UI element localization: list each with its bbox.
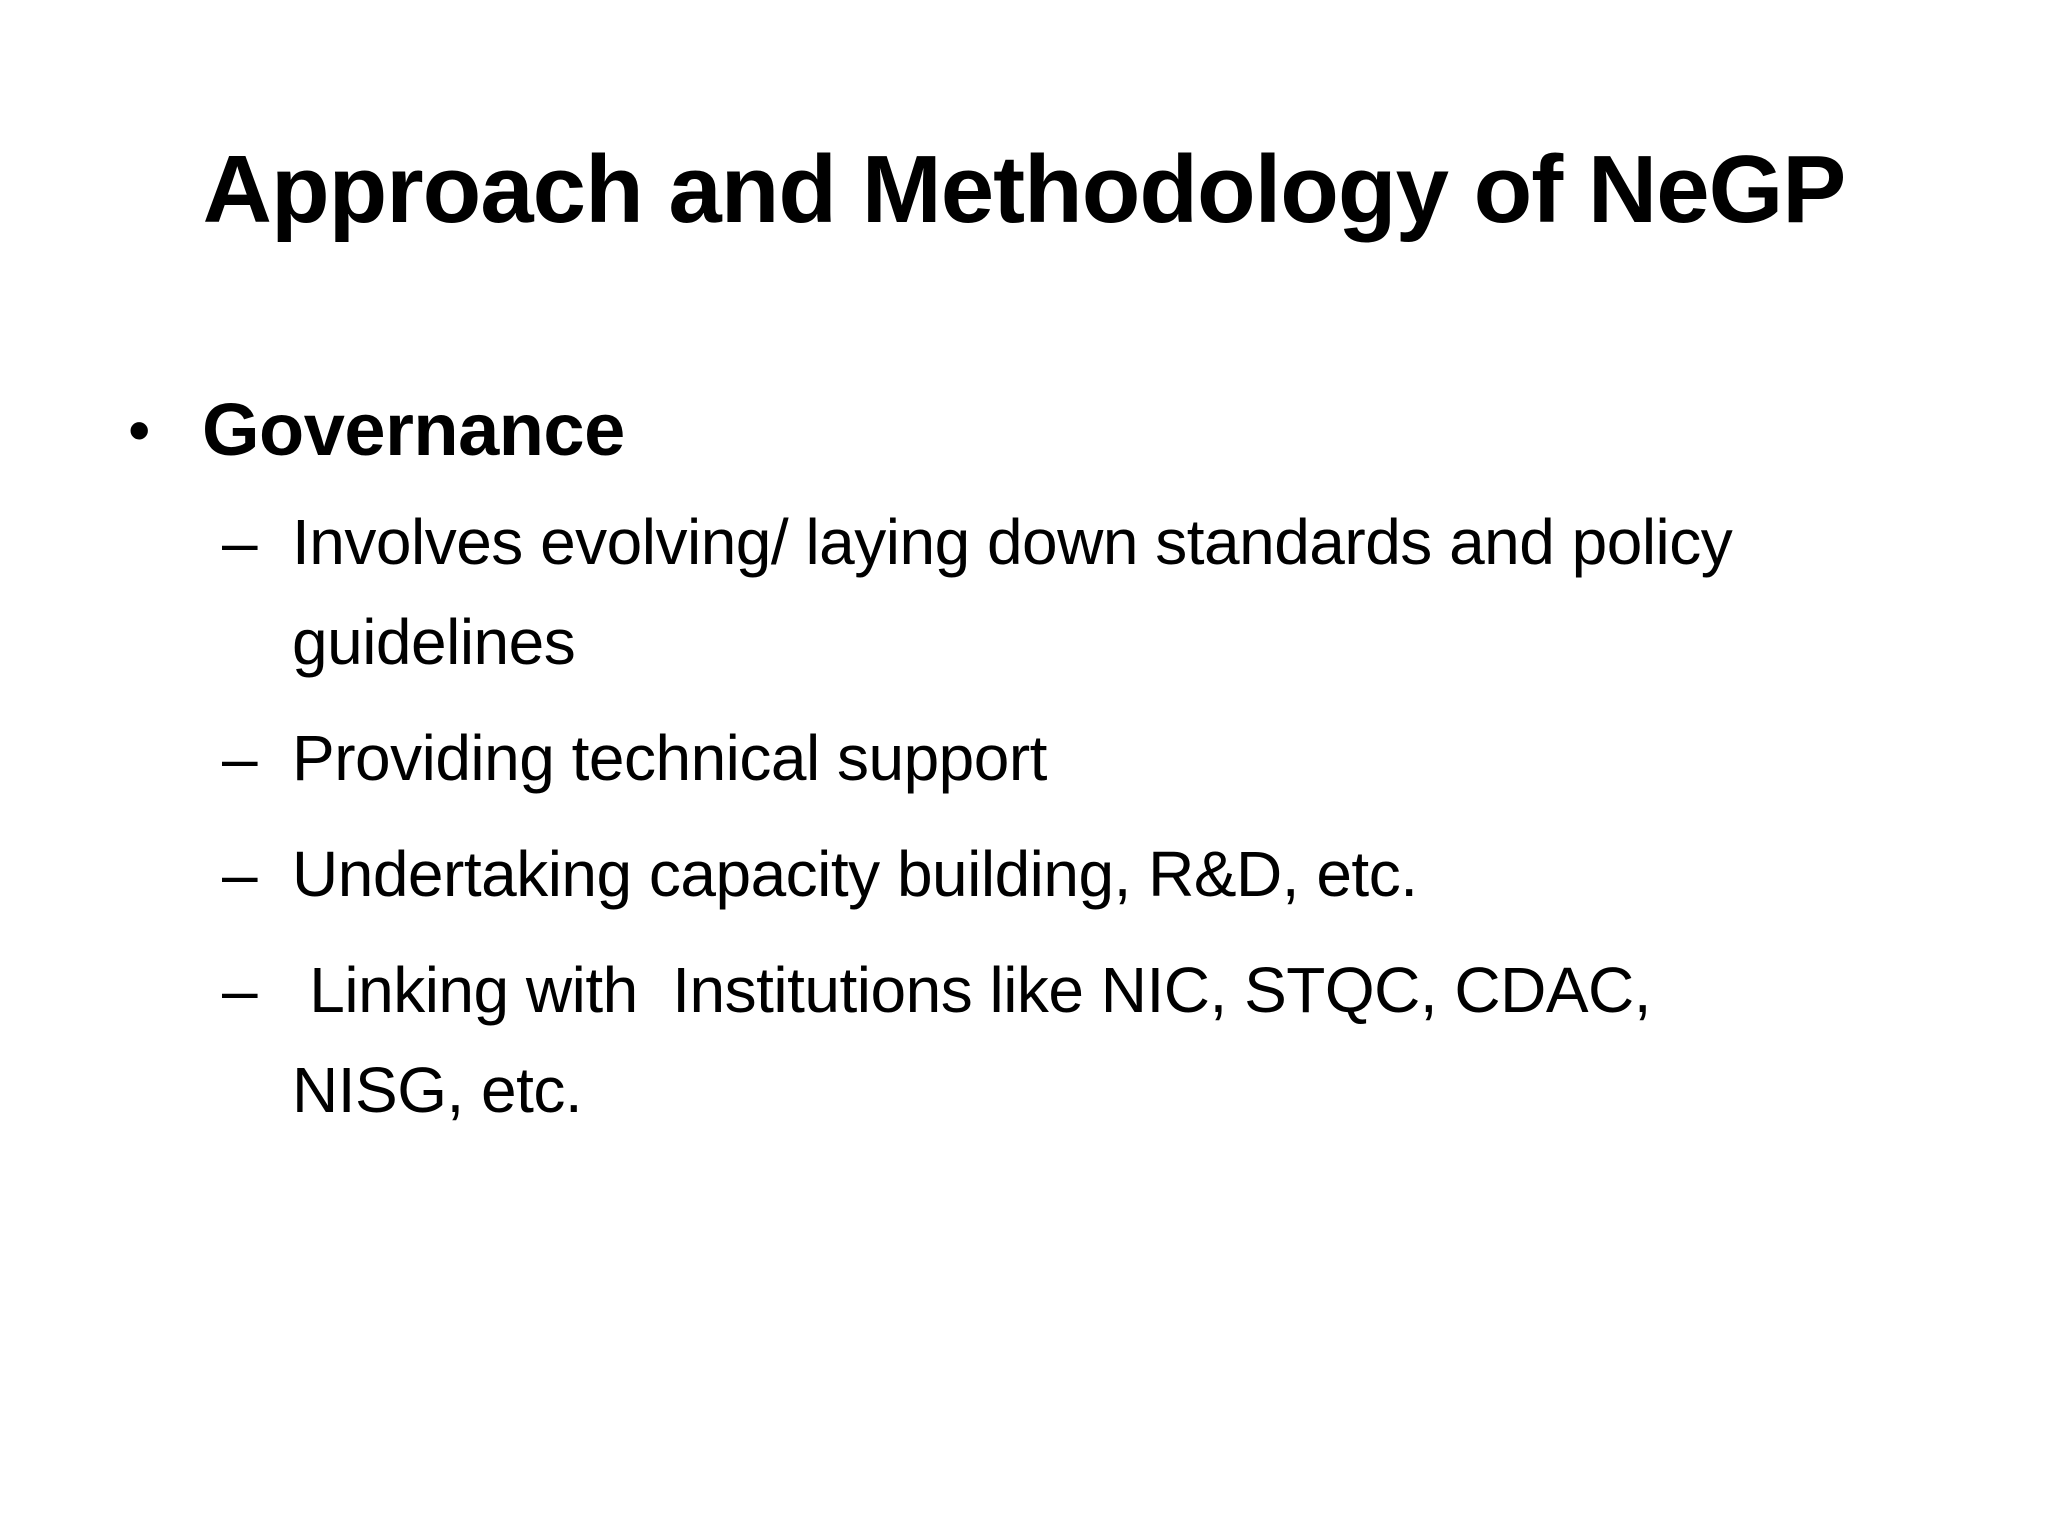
sub-bullet-item bbox=[222, 492, 1920, 692]
sub-bullet-item bbox=[222, 940, 1920, 1140]
dash-marker: – bbox=[222, 954, 258, 1026]
dash-marker: – bbox=[222, 722, 258, 794]
dash-marker: – bbox=[222, 506, 258, 578]
sub-bullet-list bbox=[222, 492, 1920, 1140]
sub-bullet-text: Linking with Institutions like NIC, STQC, CDAC, NISG, etc. bbox=[292, 954, 1669, 1126]
sub-bullet-item bbox=[222, 824, 1920, 924]
slide-title: Approach and Methodology of NeGP bbox=[202, 136, 1846, 243]
sub-bullet-item bbox=[222, 708, 1920, 808]
bullet-item-governance bbox=[120, 382, 1920, 478]
dash-marker: – bbox=[222, 838, 258, 910]
slide-content bbox=[120, 382, 1920, 1156]
sub-bullet-text: Providing technical support bbox=[292, 722, 1047, 794]
bullet-marker: • bbox=[128, 394, 151, 466]
sub-bullet-text: Involves evolving/ laying down standards and policy guidelines bbox=[292, 506, 1733, 678]
bullet-label: Governance bbox=[202, 388, 625, 471]
sub-bullet-text: Undertaking capacity building, R&D, etc. bbox=[292, 838, 1418, 910]
